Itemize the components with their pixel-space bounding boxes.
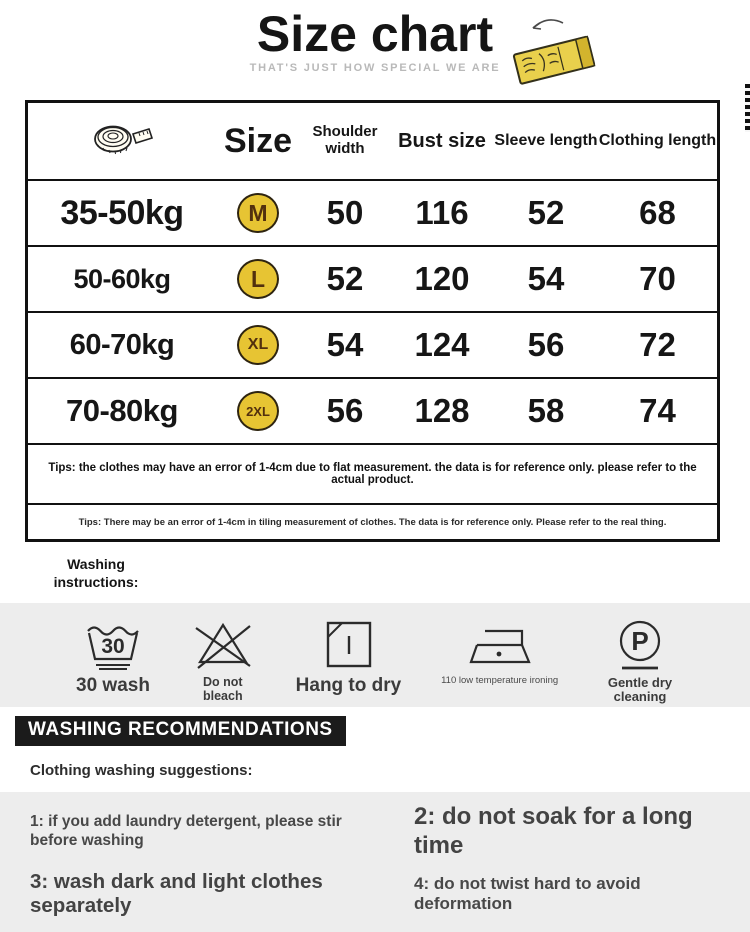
clothing-length-value: 74 (639, 392, 676, 429)
weight-range-label: 60-70kg (69, 328, 175, 361)
size-table-row (28, 179, 717, 245)
column-header-sleeve-length: Sleeve length (494, 132, 598, 150)
suggestion-3: 3: wash dark and light clothes separately (30, 869, 323, 918)
suggestion-2: 2: do not soak for a long time (414, 803, 693, 859)
bust-size-value: 124 (414, 326, 470, 363)
size-badge: L (237, 259, 279, 299)
sleeve-length-value: 54 (527, 260, 565, 297)
care-item-low-temp-iron (441, 616, 558, 686)
care-label: Do not bleach (202, 675, 243, 703)
size-table-row (28, 377, 717, 443)
clothing-length-value: 72 (639, 326, 676, 363)
do-not-bleach-icon (190, 616, 256, 674)
tip-flat-measurement: Tips: the clothes may have an error of 1-4cm due to flat measurement. the data is for reference only. please refer to the actual product. (28, 443, 717, 503)
care-label: Hang to dry (295, 675, 402, 696)
column-header-size: Size (223, 121, 293, 160)
clothing-washing-suggestions-heading: Clothing washing suggestions: (30, 762, 253, 779)
svg-text:30: 30 (101, 635, 125, 658)
suggestion-4: 4: do not twist hard to avoid deformation (414, 873, 641, 914)
wash-30-icon (80, 616, 146, 674)
bust-size-value: 116 (415, 194, 469, 231)
page-title: Size chart (256, 6, 494, 62)
hero-header (0, 0, 750, 100)
size-badge: XL (237, 325, 279, 365)
edge-artifact (745, 84, 750, 132)
care-item-wash-30 (76, 616, 150, 697)
care-item-gentle-dry-clean (598, 616, 682, 705)
washing-instructions-heading: Washing instructions: (53, 556, 139, 590)
care-item-do-not-bleach (190, 616, 256, 704)
sleeve-length-value: 58 (527, 392, 565, 429)
bust-size-value: 120 (414, 260, 470, 297)
page-tagline: THAT'S JUST HOW SPECIAL WE ARE (249, 61, 501, 74)
svg-text:P: P (631, 626, 649, 656)
price-tag-icon (503, 12, 607, 92)
clothing-length-value: 70 (639, 260, 676, 297)
size-table-row (28, 311, 717, 377)
suggestion-1: 1: if you add laundry detergent, please stir before washing (30, 813, 342, 849)
shoulder-width-value: 50 (326, 194, 364, 231)
bust-size-value: 128 (414, 392, 470, 429)
low-temp-iron-icon (465, 616, 535, 674)
weight-range-label: 35-50kg (60, 193, 184, 232)
weight-range-label: 50-60kg (73, 263, 171, 294)
size-badge: M (237, 193, 279, 233)
clothing-length-value: 68 (639, 194, 676, 231)
washing-recommendations-banner: WASHING RECOMMENDATIONS (15, 716, 346, 746)
weight-range-label: 70-80kg (66, 393, 178, 428)
care-item-hang-to-dry (296, 616, 402, 697)
size-table (25, 100, 720, 542)
tape-measure-icon (28, 121, 216, 162)
sleeve-length-value: 52 (527, 194, 565, 231)
care-label: 30 wash (76, 675, 150, 696)
hang-to-dry-icon (315, 616, 381, 674)
size-badge: 2XL (237, 391, 279, 431)
care-icons-strip (0, 603, 750, 707)
size-table-row (28, 245, 717, 311)
shoulder-width-value: 52 (326, 260, 364, 297)
column-header-clothing-length: Clothing length (598, 132, 717, 150)
gentle-dry-clean-icon (607, 616, 673, 674)
shoulder-width-value: 56 (326, 392, 364, 429)
sleeve-length-value: 56 (527, 326, 565, 363)
care-label: Gentle dry cleaning (607, 675, 673, 705)
tip-tiling-measurement: Tips: There may be an error of 1-4cm in tiling measurement of clothes. The data is for reference only. Please refer to the real thing. (28, 503, 717, 539)
size-table-header-row (28, 103, 717, 179)
shoulder-width-value: 54 (326, 326, 364, 363)
column-header-shoulder-width: Shoulder width (312, 123, 378, 157)
care-label: 110 low temperature ironing (441, 675, 559, 686)
column-header-bust-size: Bust size (398, 129, 486, 152)
